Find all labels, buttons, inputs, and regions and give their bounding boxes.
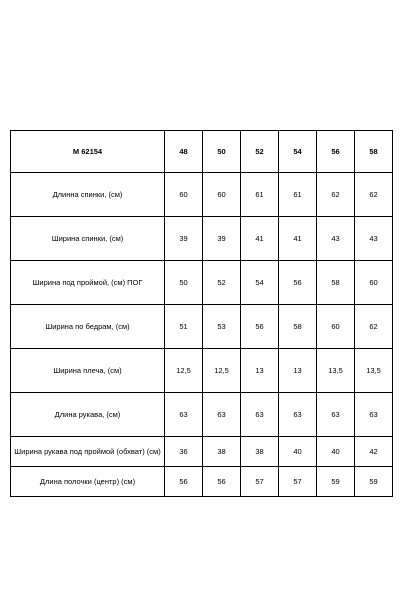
table-cell: 12,5: [165, 349, 203, 393]
table-cell: 40: [317, 437, 355, 467]
row-label: Длина рукава, (см): [11, 393, 165, 437]
table-cell: 13,5: [355, 349, 393, 393]
table-cell: 51: [165, 305, 203, 349]
size-header: 50: [203, 131, 241, 173]
size-header: 54: [279, 131, 317, 173]
table-cell: 60: [317, 305, 355, 349]
table-cell: 40: [279, 437, 317, 467]
table-cell: 56: [279, 261, 317, 305]
table-cell: 63: [165, 393, 203, 437]
table-cell: 61: [241, 173, 279, 217]
table-cell: 57: [279, 467, 317, 497]
table-cell: 13: [241, 349, 279, 393]
table-cell: 62: [317, 173, 355, 217]
row-label: Ширина по бедрам, (см): [11, 305, 165, 349]
table-row: [11, 305, 393, 349]
table-cell: 63: [317, 393, 355, 437]
row-label: Ширина плеча, (см): [11, 349, 165, 393]
table-cell: 61: [279, 173, 317, 217]
header-row: [11, 131, 393, 173]
table-cell: 62: [355, 305, 393, 349]
table-cell: 59: [355, 467, 393, 497]
table-row: [11, 261, 393, 305]
model-number: M 62154: [11, 131, 165, 173]
table-cell: 13,5: [317, 349, 355, 393]
table-cell: 43: [317, 217, 355, 261]
size-header: 52: [241, 131, 279, 173]
row-label: Длина полочки (центр) (см): [11, 467, 165, 497]
table-cell: 56: [203, 467, 241, 497]
table-cell: 63: [355, 393, 393, 437]
table-cell: 62: [355, 173, 393, 217]
table-cell: 57: [241, 467, 279, 497]
table-cell: 36: [165, 437, 203, 467]
row-label: Ширина спинки, (см): [11, 217, 165, 261]
row-label: Ширина рукава под проймой (обхват) (см): [11, 437, 165, 467]
table-cell: 13: [279, 349, 317, 393]
table-cell: 63: [203, 393, 241, 437]
table-cell: 60: [355, 261, 393, 305]
table-cell: 54: [241, 261, 279, 305]
table-row: [11, 217, 393, 261]
table-cell: 63: [241, 393, 279, 437]
row-label: Длинна спинки, (см): [11, 173, 165, 217]
table-cell: 12,5: [203, 349, 241, 393]
table-row: [11, 349, 393, 393]
table-cell: 58: [317, 261, 355, 305]
table-cell: 56: [165, 467, 203, 497]
size-header: 48: [165, 131, 203, 173]
table-cell: 53: [203, 305, 241, 349]
table-row: [11, 393, 393, 437]
table-cell: 38: [241, 437, 279, 467]
table-cell: 60: [165, 173, 203, 217]
table-row: [11, 467, 393, 497]
table-row: [11, 173, 393, 217]
table-cell: 50: [165, 261, 203, 305]
size-header: 58: [355, 131, 393, 173]
table-cell: 60: [203, 173, 241, 217]
table-cell: 59: [317, 467, 355, 497]
table-cell: 58: [279, 305, 317, 349]
size-chart-table: [10, 130, 393, 497]
size-header: 56: [317, 131, 355, 173]
table-cell: 39: [165, 217, 203, 261]
table-row: [11, 437, 393, 467]
table-cell: 39: [203, 217, 241, 261]
table-cell: 42: [355, 437, 393, 467]
table-cell: 52: [203, 261, 241, 305]
table-cell: 63: [279, 393, 317, 437]
table-cell: 41: [241, 217, 279, 261]
table-cell: 41: [279, 217, 317, 261]
table-cell: 43: [355, 217, 393, 261]
table-cell: 56: [241, 305, 279, 349]
row-label: Ширина под проймой, (см) ПОГ: [11, 261, 165, 305]
table-cell: 38: [203, 437, 241, 467]
